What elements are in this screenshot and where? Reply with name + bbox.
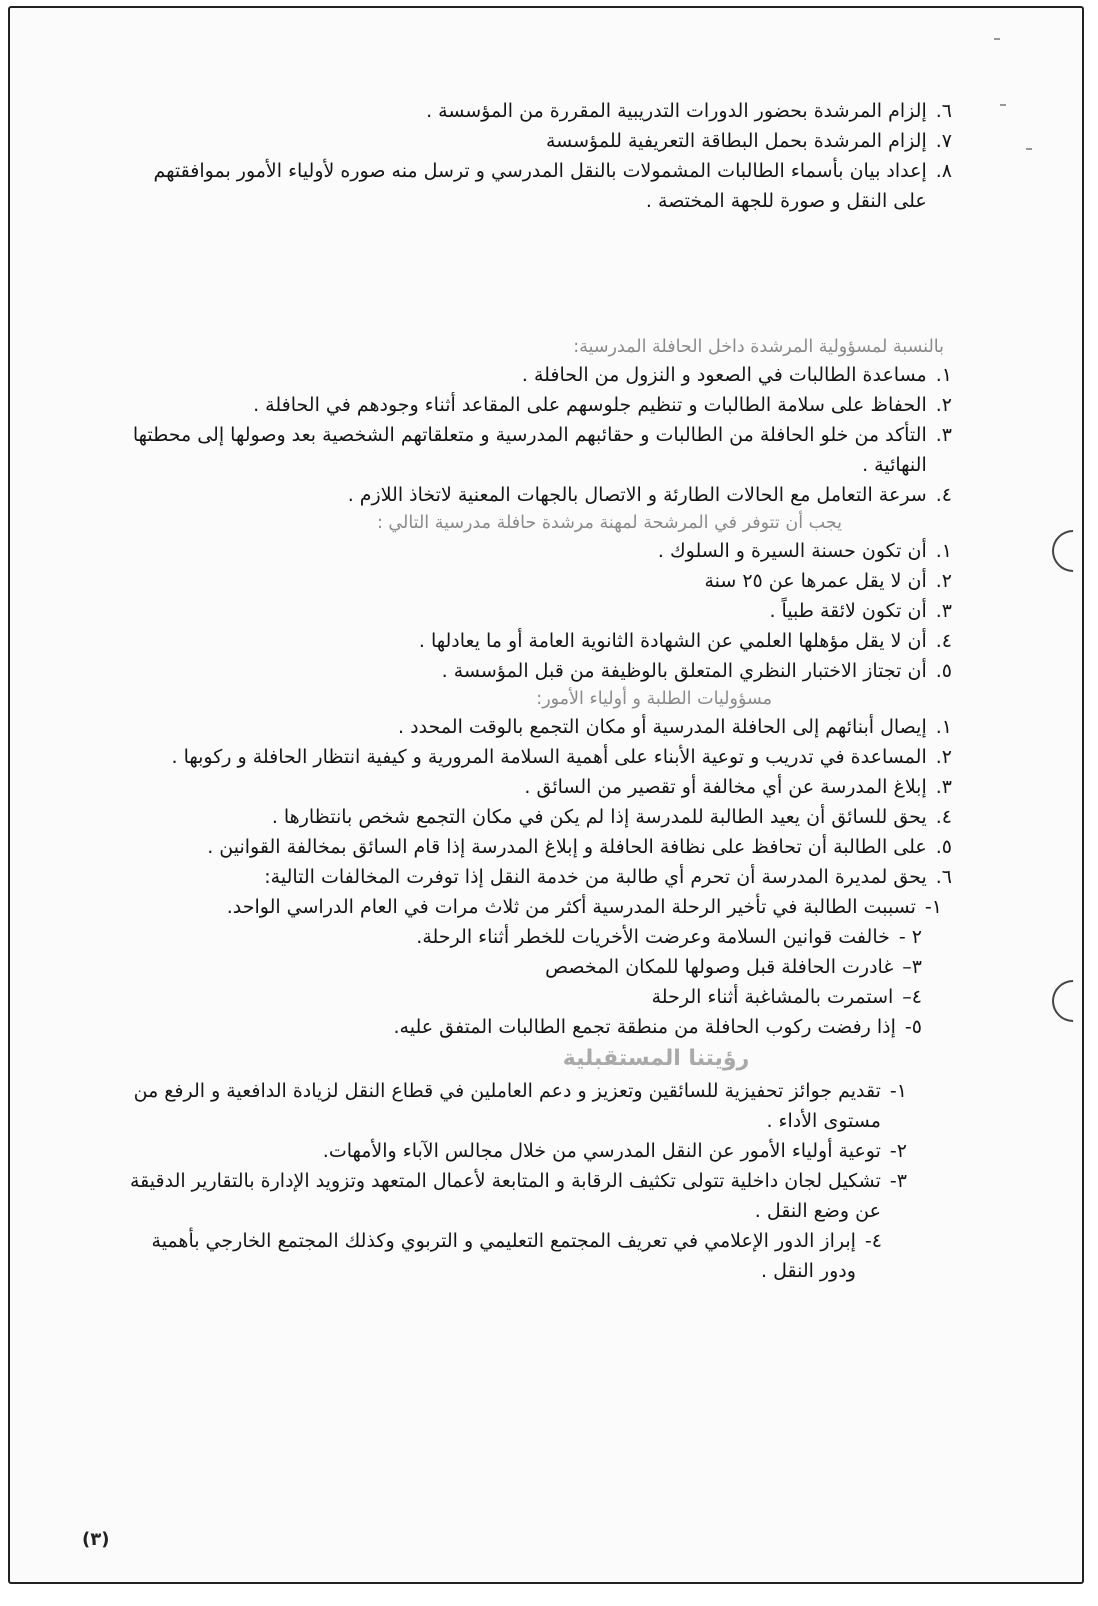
- top-list: [130, 96, 952, 216]
- list-item: ٧. إلزام المرشدة بحمل البطاقة التعريفية للمؤسسة: [545, 130, 952, 152]
- violation-item: ١- تسببت الطالبة في تأخير الرحلة المدرسية أكثر من ثلاث مرات في العام الدراسي الواحد.: [226, 896, 942, 918]
- scan-speck: [1000, 104, 1006, 106]
- binder-hole-mark: [1043, 971, 1084, 1030]
- vision-heading: رؤيتنا المستقبلية: [562, 1046, 750, 1071]
- page-number: (٣): [82, 1529, 110, 1550]
- list-item: ١. مساعدة الطالبات في الصعود و النزول من الحافلة .: [521, 364, 952, 386]
- scan-speck: [994, 38, 1000, 40]
- list-item: ٤. سرعة التعامل مع الحالات الطارئة و الاتصال بالجهات المعنية لاتخاذ اللازم .: [347, 484, 952, 506]
- list-item: ٢. الحفاظ على سلامة الطالبات و تنظيم جلوسهم على المقاعد أثناء وجودهم في الحافلة .: [253, 394, 952, 416]
- document-body: [130, 96, 952, 1286]
- violation-item: ٣– غادرت الحافلة قبل وصولها للمكان المخصص: [545, 956, 922, 978]
- section-heading-supervisor: بالنسبة لمسؤولية المرشدة داخل الحافلة المدرسية:: [573, 337, 944, 357]
- list-item: ٢. المساعدة في تدريب و توعية الأبناء على أهمية السلامة المرورية و كيفية انتظار الحافلة و ركوبها .: [171, 746, 952, 768]
- vision-item: ١- تقديم جوائز تحفيزية للسائقين وتعزيز و دعم العاملين في قطاع النقل لزيادة الدافعية و الرفع من مستوى الأداء .: [133, 1080, 907, 1132]
- violation-item: ٤– استمرت بالمشاغبة أثناء الرحلة: [651, 986, 922, 1008]
- vision-item: ٤- إبراز الدور الإعلامي في تعريف المجتمع التعليمي و التربوي وكذلك المجتمع الخارجي بأهمية ودور النقل .: [151, 1230, 882, 1282]
- list-item: ٤. أن لا يقل مؤهلها العلمي عن الشهادة الثانوية العامة أو ما يعادلها .: [418, 630, 952, 652]
- list-item: ٣. أن تكون لائقة طبياً .: [769, 600, 952, 622]
- spacer: [130, 216, 952, 334]
- supervisor-list: [130, 360, 952, 510]
- vision-item: ٢- توعية أولياء الأمور عن النقل المدرسي من خلال مجالس الآباء والأمهات.: [322, 1140, 907, 1162]
- vision-item: ٣- تشكيل لجان داخلية تتولى تكثيف الرقابة و المتابعة لأعمال المتعهد وتزويد الإدارة بالتقارير الدقيقة عن وضع النقل .: [129, 1170, 907, 1222]
- list-item: ٥. أن تجتاز الاختبار النظري المتعلق بالوظيفة من قبل المؤسسة .: [441, 660, 952, 682]
- binder-hole-mark: [1043, 521, 1084, 580]
- section-heading-requirements: يجب أن تتوفر في المرشحة لمهنة مرشدة حافلة مدرسية التالي :: [376, 513, 842, 533]
- list-item: ٣. إبلاغ المدرسة عن أي مخالفة أو تقصير من السائق .: [524, 776, 952, 798]
- list-item: ٦. إلزام المرشدة بحضور الدورات التدريبية المقررة من المؤسسة .: [426, 100, 952, 122]
- list-item: ٤. يحق للسائق أن يعيد الطالبة للمدرسة إذا لم يكن في مكان التجمع شخص بانتظارها .: [271, 806, 952, 828]
- violation-item: ٢ - خالفت قوانين السلامة وعرضت الأخريات للخطر أثناء الرحلة.: [416, 926, 922, 948]
- list-item: ٨. إعداد بيان بأسماء الطالبات المشمولات بالنقل المدرسي و ترسل منه صوره لأولياء الأمور بموافقتهم على النقل و صورة للجهة المختصة .: [153, 160, 952, 212]
- list-item: ٢. أن لا يقل عمرها عن ٢٥ سنة: [704, 570, 952, 592]
- list-item: ١. إيصال أبنائهم إلى الحافلة المدرسية أو مكان التجمع بالوقت المحدد .: [398, 716, 952, 738]
- requirements-list: [130, 536, 952, 686]
- violation-item: ٥- إذا رفضت ركوب الحافلة من منطقة تجمع الطالبات المتفق عليه.: [393, 1016, 922, 1038]
- vision-list: [130, 1076, 952, 1286]
- list-item: ٣. التأكد من خلو الحافلة من الطالبات و حقائبهم المدرسية و متعلقاتهم الشخصية بعد وصولها إلى محطتها النهائية .: [132, 424, 952, 476]
- parents-list: [130, 712, 952, 892]
- section-heading-parents: مسؤوليات الطلبة و أولياء الأمور:: [536, 689, 772, 709]
- violations-list: [130, 892, 952, 1042]
- list-item: ٦. يحق لمديرة المدرسة أن تحرم أي طالبة من خدمة النقل إذا توفرت المخالفات التالية:: [264, 866, 952, 888]
- scan-speck: [1026, 148, 1032, 150]
- document-page: [8, 6, 1084, 1584]
- list-item: ٥. على الطالبة أن تحافظ على نظافة الحافلة و إبلاغ المدرسة إذا قام السائق بمخالفة القوانين .: [207, 836, 952, 858]
- list-item: ١. أن تكون حسنة السيرة و السلوك .: [657, 540, 952, 562]
